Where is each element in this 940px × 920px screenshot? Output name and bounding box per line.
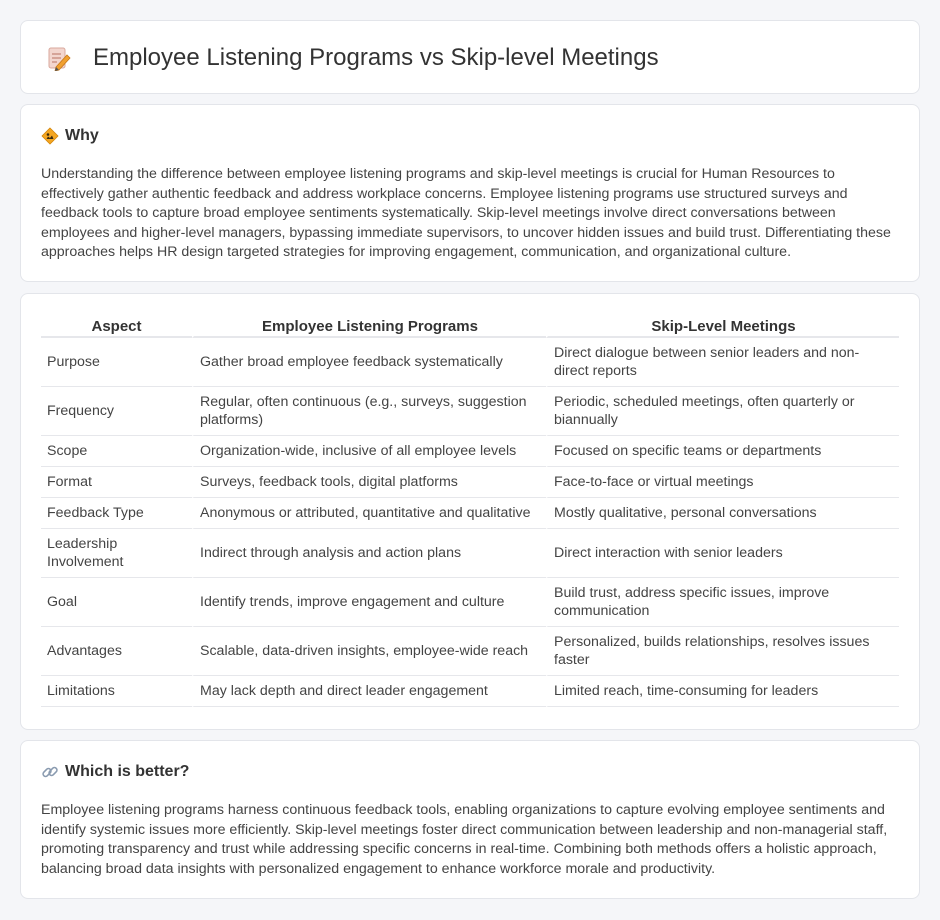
which-is-better-section bbox=[20, 740, 920, 899]
table-row bbox=[41, 676, 899, 707]
header-card bbox=[20, 20, 920, 94]
cell-skip-level: Face-to-face or virtual meetings bbox=[546, 467, 899, 498]
cell-listening: Organization-wide, inclusive of all employee levels bbox=[192, 436, 546, 467]
cell-aspect: Goal bbox=[41, 578, 192, 627]
table-row bbox=[41, 338, 899, 387]
header-aspect: Aspect bbox=[41, 316, 192, 338]
comparison-table bbox=[41, 316, 899, 707]
cell-listening: Identify trends, improve engagement and culture bbox=[192, 578, 546, 627]
cell-skip-level: Direct interaction with senior leaders bbox=[546, 529, 899, 578]
why-text: Understanding the difference between employee listening programs and skip-level meetings is crucial for Human Resources to effectively gather authentic feedback and address workplace concerns. Employee listening programs use structured surveys and feedback tools to capture broad employee sentiments systematically. Skip-level meetings involve direct conversations between employees and higher-level managers, bypassing immediate supervisors, to uncover hidden issues and build trust. Differentiating these approaches helps HR design targeted strategies for improving engagement, communication, and organizational culture. bbox=[41, 166, 891, 261]
better-title: Which is better? bbox=[65, 763, 190, 780]
table-row bbox=[41, 387, 899, 436]
why-title: Why bbox=[65, 127, 99, 144]
cell-skip-level: Direct dialogue between senior leaders and non-direct reports bbox=[546, 338, 899, 387]
cell-aspect: Leadership Involvement bbox=[41, 529, 192, 578]
better-heading bbox=[41, 763, 189, 781]
page-title: Employee Listening Programs vs Skip-level Meetings bbox=[93, 44, 659, 71]
cell-skip-level: Build trust, address specific issues, improve communication bbox=[546, 578, 899, 627]
header-listening-programs: Employee Listening Programs bbox=[192, 316, 546, 338]
table-row bbox=[41, 498, 899, 529]
cell-listening: Gather broad employee feedback systematically bbox=[192, 338, 546, 387]
cell-aspect: Feedback Type bbox=[41, 498, 192, 529]
cell-aspect: Purpose bbox=[41, 338, 192, 387]
table-row bbox=[41, 578, 899, 627]
cell-skip-level: Focused on specific teams or departments bbox=[546, 436, 899, 467]
table-header-row bbox=[41, 316, 899, 338]
warning-sign-icon bbox=[41, 127, 59, 145]
comparison-section bbox=[20, 293, 920, 730]
cell-aspect: Limitations bbox=[41, 676, 192, 707]
cell-listening: Scalable, data-driven insights, employee-wide reach bbox=[192, 627, 546, 676]
cell-skip-level: Limited reach, time-consuming for leaders bbox=[546, 676, 899, 707]
header-skip-level-meetings: Skip-Level Meetings bbox=[546, 316, 899, 338]
cell-listening: Surveys, feedback tools, digital platforms bbox=[192, 467, 546, 498]
cell-aspect: Frequency bbox=[41, 387, 192, 436]
cell-skip-level: Periodic, scheduled meetings, often quarterly or biannually bbox=[546, 387, 899, 436]
cell-listening: Regular, often continuous (e.g., surveys, suggestion platforms) bbox=[192, 387, 546, 436]
cell-listening: May lack depth and direct leader engagement bbox=[192, 676, 546, 707]
cell-aspect: Scope bbox=[41, 436, 192, 467]
better-text: Employee listening programs harness continuous feedback tools, enabling organizations to capture evolving employee sentiments and identify systemic issues more efficiently. Skip-level meetings foster direct communication between leadership and non-managerial staff, promoting transparency and trust while addressing specific concerns in real-time. Combining both methods offers a holistic approach, balancing broad data insights with personalized engagement to enhance workforce morale and productivity. bbox=[41, 802, 888, 877]
cell-listening: Anonymous or attributed, quantitative and qualitative bbox=[192, 498, 546, 529]
cell-skip-level: Personalized, builds relationships, resolves issues faster bbox=[546, 627, 899, 676]
table-row bbox=[41, 627, 899, 676]
table-row bbox=[41, 529, 899, 578]
why-section bbox=[20, 104, 920, 282]
cell-aspect: Format bbox=[41, 467, 192, 498]
memo-pencil-icon bbox=[47, 45, 71, 71]
why-heading bbox=[41, 127, 99, 145]
table-row bbox=[41, 436, 899, 467]
cell-listening: Indirect through analysis and action plans bbox=[192, 529, 546, 578]
link-icon bbox=[41, 763, 59, 781]
table-row bbox=[41, 467, 899, 498]
cell-aspect: Advantages bbox=[41, 627, 192, 676]
cell-skip-level: Mostly qualitative, personal conversations bbox=[546, 498, 899, 529]
